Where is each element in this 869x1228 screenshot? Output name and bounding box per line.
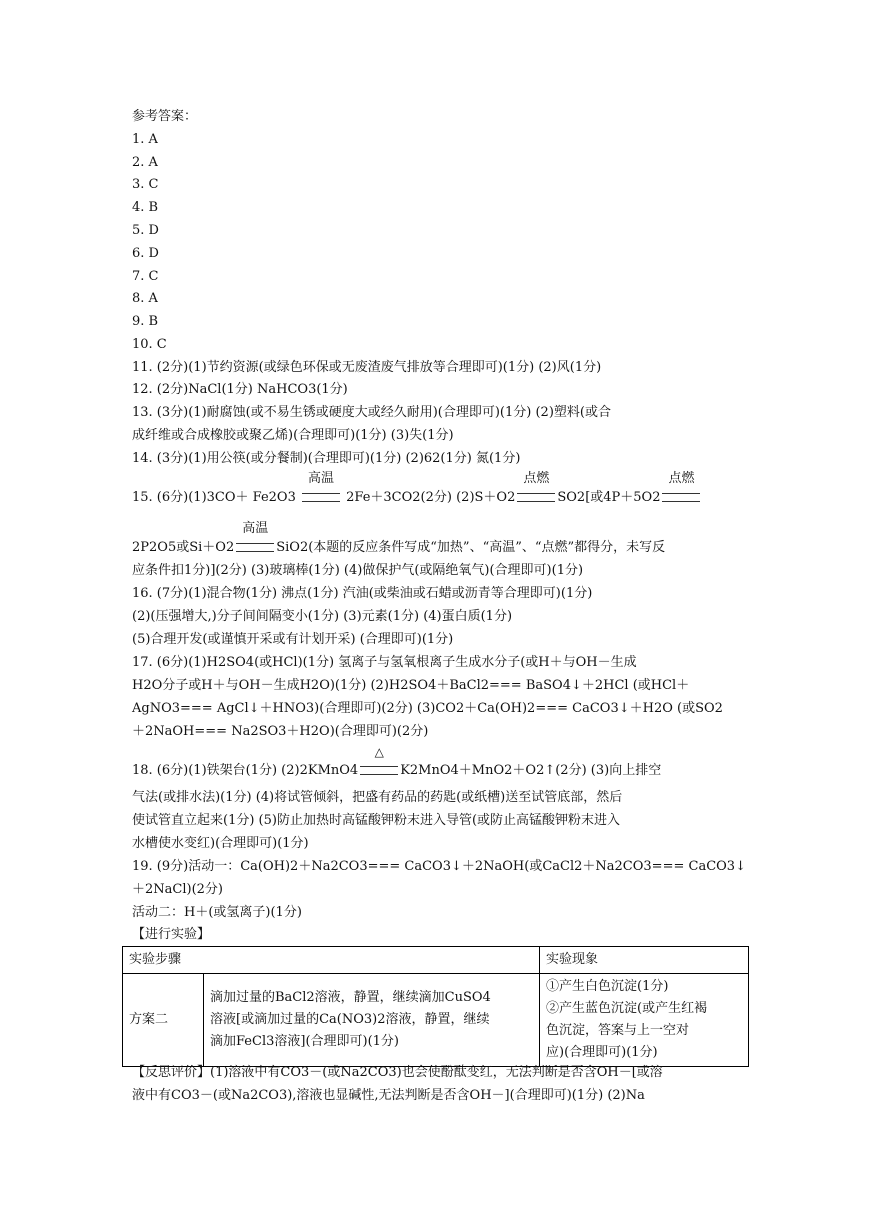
answer-item: 1. A (132, 132, 158, 147)
answer-13: 13. (3分)(1)耐腐蚀(或不易生锈或硬度大或经久耐用)(合理即可)(1分) (2)塑料(或合 (132, 405, 611, 420)
reflection: 【反思评价】(1)溶液中有CO3－(或Na2CO3)也会使酚酞变红，无法判断是否含OH－[或溶 (132, 1065, 663, 1080)
cell-line: ①产生白色沉淀(1分) (546, 979, 669, 994)
answer-item: 9. B (132, 314, 159, 329)
answer-17-cont: ＋2NaOH=== Na2SO3＋H2O)(合理即可)(2分) (132, 724, 429, 739)
answer-item: 6. D (132, 246, 159, 261)
answer-18-cont: 气法(或排水法)(1分) (4)将试管倾斜，把盛有药品的药匙(或纸槽)送至试管底部，然后 (132, 790, 623, 805)
answer-17-cont: AgNO3=== AgCl↓＋HNO3)(合理即可)(2分) (3)CO2＋Ca(OH)2=== CaCO3↓＋H2O (或SO2 (132, 701, 723, 716)
cell-line: ②产生蓝色沉淀(或产生红褐 (546, 1001, 708, 1016)
answer-12: 12. (2分)NaCl(1分) NaHCO3(1分) (132, 382, 348, 397)
answer-item: 2. A (132, 155, 158, 170)
table-cell-steps (204, 974, 540, 1067)
reflection-cont: 液中有CO3－(或Na2CO3),溶液也显碱性,无法判断是否含OH－](合理即可)(1分) (2)Na (132, 1088, 645, 1103)
answer-18-cont: 使试管直立起来(1分) (5)防止加热时高锰酸钾粉末进入导管(或防止高锰酸钾粉末进入 (132, 813, 621, 828)
text-segment: 18. (6分)(1)铁架台(1分) (2)2KMnO4 (132, 763, 359, 778)
text-segment: SiO2(本题的反应条件写成“加热”、“高温”、“点燃”都得分，未写反 (276, 540, 666, 555)
text-segment: K2MnO4＋MnO2＋O2↑(2分) (3)向上排空 (400, 763, 662, 778)
reaction-condition: 点燃 (660, 489, 702, 507)
text-segment: 2P2O5或Si＋O2 (132, 540, 235, 555)
answer-16-cont: (5)合理开发(或谨慎开采或有计划开采) (合理即可)(1分) (132, 632, 454, 647)
answer-14: 14. (3分)(1)用公筷(或分餐制)(合理即可)(1分) (2)62(1分) 氮(1分) (132, 451, 521, 466)
table-cell-phenomena (540, 974, 749, 1067)
reaction-condition: △ (358, 762, 400, 780)
answer-15-line1 (132, 471, 702, 507)
answer-13-cont: 成纤维或合成橡胶或聚乙烯)(合理即可)(1分) (3)失(1分) (132, 428, 454, 443)
answer-item: 10. C (132, 337, 167, 352)
text-segment: SO2[或4P＋5O2 (557, 490, 661, 505)
answer-15-line3: 应条件扣1分)](2分) (3)玻璃棒(1分) (4)做保护气(或隔绝氧气)(合理即可)(1分) (132, 563, 584, 578)
answer-15-line2 (132, 521, 666, 557)
cell-line: 应)(合理即可)(1分) (546, 1045, 658, 1060)
answer-19-cont: 活动二：H＋(或氢离子)(1分) (132, 905, 302, 920)
table-row (123, 974, 749, 1067)
answer-18-line1 (132, 745, 662, 780)
answer-item: 3. C (132, 177, 159, 192)
answer-19-cont: ＋2NaCl)(2分) (132, 882, 223, 897)
reaction-condition: 高温 (300, 489, 342, 507)
reaction-condition: 高温 (234, 539, 276, 557)
reaction-condition: 点燃 (515, 489, 557, 507)
table-header-row (123, 947, 749, 974)
answer-17: 17. (6分)(1)H2SO4(或HCl)(1分) 氢离子与氢氧根离子生成水分子(或H＋与OH－生成 (132, 655, 637, 670)
section-heading: 【进行实验】 (132, 927, 211, 942)
text-segment: 15. (6分)(1)3CO＋ Fe2O3 (132, 490, 296, 505)
answer-18-cont: 水槽使水变红)(合理即可)(1分) (132, 836, 309, 851)
cell-line: 滴加过量的BaCl2溶液，静置，继续滴加CuSO4 (210, 990, 491, 1005)
answer-11: 11. (2分)(1)节约资源(或绿色环保或无废渣废气排放等合理即可)(1分) (2)风(1分) (132, 360, 602, 375)
answer-16: 16. (7分)(1)混合物(1分) 沸点(1分) 汽油(或柴油或石蜡或沥青等合理即可)(1分) (132, 586, 593, 601)
answer-item: 5. D (132, 223, 159, 238)
cell-line: 色沉淀，答案与上一空对 (546, 1023, 690, 1038)
cell-line: 溶液[或滴加过量的Ca(NO3)2溶液，静置，继续 (210, 1012, 490, 1027)
table-header-phenomena: 实验现象 (540, 947, 749, 974)
answer-19: 19. (9分)活动一：Ca(OH)2＋Na2CO3=== CaCO3↓＋2NaOH(或CaCl2＋Na2CO3=== CaCO3↓ (132, 859, 746, 874)
cell-line: 滴加FeCl3溶液](合理即可)(1分) (210, 1034, 400, 1049)
table-row-label: 方案二 (123, 974, 204, 1067)
answer-16-cont: (2)(压强增大,)分子间间隔变小(1分) (3)元素(1分) (4)蛋白质(1分) (132, 609, 513, 624)
answer-17-cont: H2O分子或H＋与OH－生成H2O)(1分) (2)H2SO4＋BaCl2=== BaSO4↓＋2HCl (或HCl＋ (132, 678, 690, 693)
answer-header: 参考答案： (132, 109, 198, 124)
table-header-steps: 实验步骤 (123, 947, 540, 974)
answer-item: 7. C (132, 269, 159, 284)
answer-item: 4. B (132, 200, 159, 215)
text-segment: 2Fe＋3CO2(2分) (2)S＋O2 (346, 490, 516, 505)
experiment-table (122, 946, 749, 1067)
answer-item: 8. A (132, 291, 158, 306)
